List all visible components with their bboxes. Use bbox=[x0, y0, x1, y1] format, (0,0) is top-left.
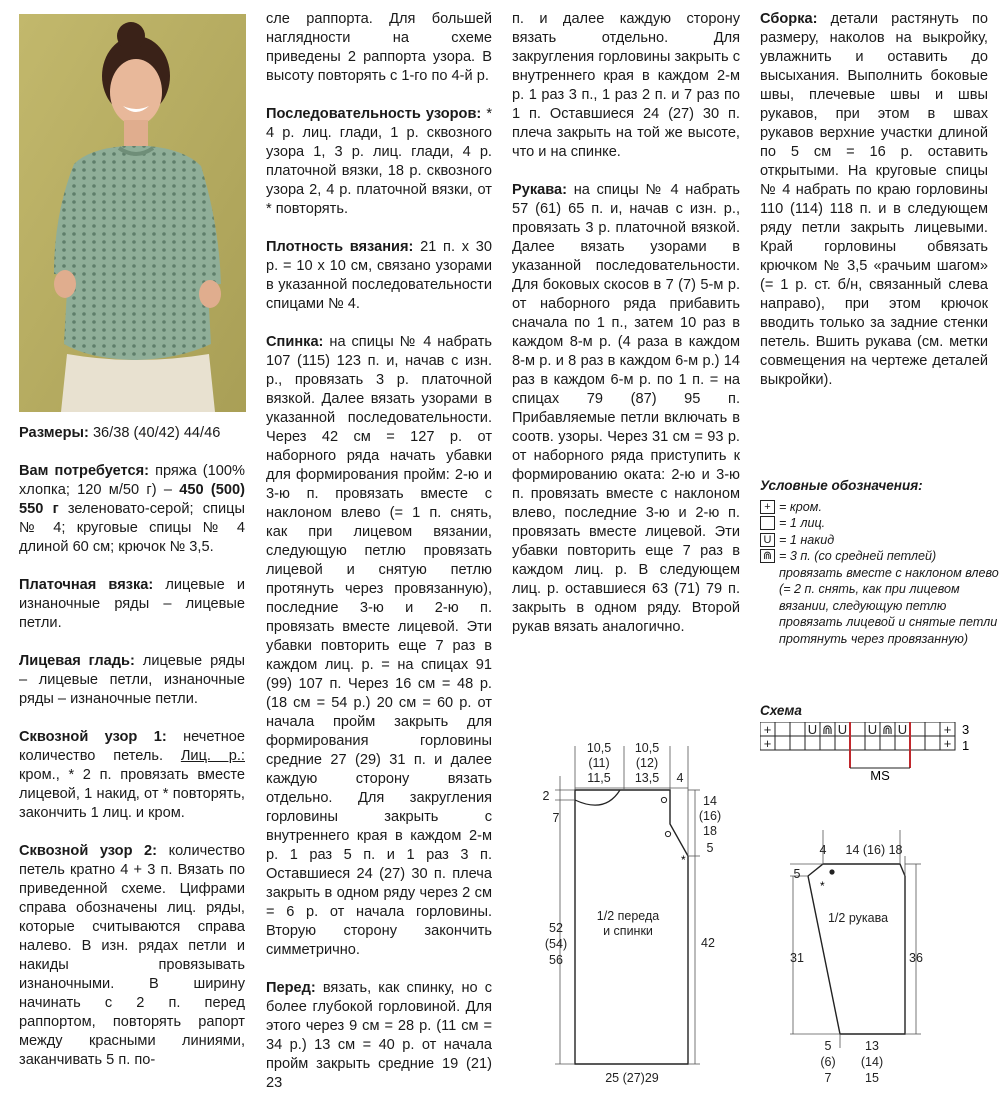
body-pattern-diagram bbox=[520, 736, 752, 1106]
yarn-over-icon: U bbox=[760, 533, 775, 547]
sleeve-dim-width: 14 (16) 18 bbox=[845, 843, 903, 857]
dim-bottom: 25 (27)29 bbox=[605, 1071, 659, 1085]
dim-height-left: 56 bbox=[549, 953, 563, 967]
garter-text: лицевые и изнаночные ряды – лицевые петли. bbox=[19, 577, 245, 631]
materials-text: пряжа (100% хлопка; 120 м/50 г) – bbox=[19, 463, 245, 498]
row-label-3: 3 bbox=[962, 722, 970, 737]
lace1-label: Сквозной узор 1: bbox=[19, 729, 167, 745]
column-1 bbox=[19, 424, 245, 1070]
model-photo bbox=[19, 14, 246, 412]
gauge-label: Плотность вязания: bbox=[266, 239, 414, 255]
legend-text: = 3 п. (со средней петлей) провязать вместе с наклоном влево (= 2 п. снять, как при лицевом вязании, следующую петлю провязать лицевой и снятые петли протянуть через провязанную) bbox=[779, 549, 999, 646]
sleeve-label: 1/2 рукава bbox=[827, 911, 889, 925]
sleeve-text: на спицы № 4 набрать 57 (61) 65 п. и, начав с изн. р., провязать 3 р. платочной вязкой. Далее вязать узорами в указанной последовательности. Для боковых скосов в 7 (7) 5-м р. от наборного ряда прибавить сначала по 1 п., затем 10 раз в каждом 8-м р. (4 раза в каждом 8-м р. и 8 раз в каждом 6-м р.) 14 раз в каждом 6-м р. по 1 п. = на спицах 79 (87) 95 п. Прибавляемые петли включать в соотв. узоры. Через 31 см = 93 р. от наборного ряда приступить к формированию оката: 2-ю и 3-ю п. провязать вместе с наклоном влево, последние 3-ю и 2-ю п. провязать вместе лицевой. Эти убавки повторить еще 7 раз в каждом лиц. р. В следующем лиц. р. оставшиеся 63 (71) 79 п. закрыть в одном ряду. Второй рукав вязать аналогично. bbox=[512, 182, 740, 635]
legend-item-knit bbox=[760, 515, 1000, 532]
front-label: Перед: bbox=[266, 980, 316, 996]
legend-title: Условные обозначения: bbox=[760, 478, 923, 493]
garter-label: Платочная вязка: bbox=[19, 577, 154, 593]
plus-symbol-icon: + bbox=[760, 500, 775, 514]
col2-continuation: сле раппорта. Для большей наглядности на схеме приведены 2 раппорта узора. В высоту повторять с 1-го по 4-й р. bbox=[266, 11, 492, 84]
dim-top-right: 10,5 bbox=[634, 741, 660, 755]
dim-top-left: 11,5 bbox=[587, 771, 611, 785]
lace1-row-label: Лиц. р.: bbox=[180, 748, 245, 764]
sleeve-dim-bottom-right: 13 bbox=[865, 1039, 879, 1053]
materials-text-2: зеленовато-серой; спицы № 4; круговые спицы № 4 длиной 60 см; крючок № 3,5. bbox=[19, 501, 245, 555]
sleeve-pattern-diagram bbox=[778, 826, 938, 1090]
dim-right-5: 5 bbox=[706, 841, 714, 855]
sleeve-dim-left-5: 5 bbox=[793, 867, 801, 881]
back-text: на спицы № 4 набрать 107 (115) 123 п. и, начав с изн. р., провязать 3 р. платочной вязкой. Далее вязать узорами в указанной последовательности. Через 42 см = 127 р. от наборного ряда начать убавки для формирования пройм: 2-ю и 3-ю п. провязать вместе с наклоном влево (= 1 п. снять, как при лицевом вязании, следующую петлю провязать лицевой и снятую петлю протянуть через провязанную), последние 3-ю и 2-ю п. провязать вместе лицевой. Эти убавки повторить еще 7 раз в каждом лиц. р. = на спицах 91 (99) 107 п. Через 16 см = 48 р. (18 см = 54 р.) 20 см = 60 р. от начала пройм закрыть для формирования горловины средние 27 (29) 31 п. и далее каждую сторону вязать отдельно. Для закругления горловины закрыть с внутреннего края в каждом 2-м р. 1 раз 5 п. и 1 раз 3 п. Оставшиеся 24 (27) 30 п. плеча закрыть в одном ряду через 2 см = 6 р. от начала горловины. Вторую сторону закончить симметрично. bbox=[266, 334, 492, 958]
stockinette-text: лицевые ряды – лицевые петли, изнаночные ряды – изнаночные петли. bbox=[19, 653, 245, 707]
sequence-text: * 4 р. лиц. глади, 1 р. сквозного узора 1, 3 р. лиц. глади, 4 р. платочной вязки, 18 р. сквозного узора 2, 4 р. платочной вязки, от * повторять. bbox=[266, 106, 492, 217]
front-text: вязать, как спинку, но с более глубокой горловиной. Для этого через 9 см = 28 р. (11 см = 34 р.) 13 см = 40 р. от начала пройм закрыть средние 19 (21) 23 bbox=[266, 980, 492, 1091]
sleeve-dim-top: 4 bbox=[819, 843, 827, 857]
stockinette-label: Лицевая гладь: bbox=[19, 653, 135, 669]
lace2-label: Сквозной узор 2: bbox=[19, 843, 158, 859]
yarn-amount: 450 (500) 550 г bbox=[19, 482, 245, 517]
lace2-text: количество петель кратно 4 + 3 п. Вязать по приведенной схеме. Цифрами справа обозначены лиц. ряды, которые считываются справа налево. В изн. рядах петли и накиды провязывать изнаночными. В ширину начинать с 2 п. перед раппортом, повторять рапорт между красными линиями, заканчивать 5 п. по- bbox=[19, 843, 245, 1068]
legend-text: = кром. bbox=[779, 499, 822, 514]
dim-top-right: (12) bbox=[635, 756, 659, 770]
chart-yarnover: U bbox=[807, 722, 818, 737]
chart-edge-symbol: + bbox=[763, 722, 772, 737]
sleeve-label: Рукава: bbox=[512, 182, 568, 198]
dim-height-right: 42 bbox=[701, 936, 715, 950]
body-label: 1/2 переда bbox=[596, 909, 660, 923]
lace1-text-2: кром., * 2 п. провязать вместе лицевой, 1 накид, от * повторять, закончить 1 лиц. и кром. bbox=[19, 767, 245, 821]
chart-title: Схема bbox=[760, 703, 802, 718]
sleeve-dim-bottom-right: (14) bbox=[860, 1055, 884, 1069]
legend-text: = 1 лиц. bbox=[779, 516, 826, 530]
chart-decrease: ⋒ bbox=[822, 722, 833, 737]
sleeve-mark: * bbox=[820, 879, 825, 893]
legend-text: = 1 накид bbox=[779, 532, 835, 547]
row-label-1: 1 bbox=[962, 738, 970, 753]
dim-armhole: (16) bbox=[698, 809, 722, 823]
assembly-text: детали растянуть по размеру, наколов на выкройку, увлажнить и оставить до высыхания. Выполнить боковые швы, плечевые швы и швы рукавов, при этом в швах рукавов верхние участки длиной по 5 см = 16 р. оставить открытыми. На круговые спицы № 4 набрать по краю горловины 110 (114) 118 п. и в следующем ряду петли закрыть лицевыми. Край горловины обвязать крючком № 3,5 «рачьим шагом» (= 1 р. ст. б/н, связанный слева направо), при этом крючок вводить только за задние стенки петель. Вшить рукава (см. метки совмещения на чертеже деталей выкройки). bbox=[760, 11, 988, 388]
column-4 bbox=[760, 10, 988, 390]
empty-square-icon bbox=[760, 516, 775, 530]
sleeve-dim-bottom-left: 5 bbox=[824, 1039, 832, 1053]
chart-decrease: ⋒ bbox=[882, 722, 893, 737]
lace1-text: нечетное количество петель. bbox=[19, 729, 245, 764]
col3-continuation: п. и далее каждую сторону вязать отдельно. Для закругления горловины закрыть с внутреннего края в каждом 2-м р. 1 раз 3 п., 1 раз 2 п. и 7 раз по 1 п. Оставшиеся 24 (27) 30 п. плеча закрыть на той же высоте, что и на спинке. bbox=[512, 11, 740, 160]
legend-item-yarnover bbox=[760, 532, 1000, 549]
legend bbox=[760, 478, 1000, 647]
column-3 bbox=[512, 10, 740, 637]
chart-yarnover: U bbox=[837, 722, 848, 737]
dim-top-small: 4 bbox=[676, 771, 684, 785]
dim-top-left: 10,5 bbox=[586, 741, 612, 755]
materials-label: Вам потребуется: bbox=[19, 463, 149, 479]
sleeve-dim-bottom-left: 7 bbox=[824, 1071, 832, 1085]
sizes-label: Размеры: bbox=[19, 425, 89, 441]
dim-left-7: 7 bbox=[552, 811, 560, 825]
ms-label: MS bbox=[870, 768, 890, 783]
legend-item-decrease bbox=[760, 548, 1000, 647]
assembly-label: Сборка: bbox=[760, 11, 818, 27]
sleeve-dim-left-31: 31 bbox=[790, 951, 804, 965]
sequence-label: Последовательность узоров: bbox=[266, 106, 482, 122]
gauge-text: 21 п. х 30 р. = 10 х 10 см, связано узорами в указанной последовательности спицами № 4. bbox=[266, 239, 492, 312]
armhole-mark: * bbox=[681, 853, 686, 867]
stitch-chart bbox=[760, 722, 980, 784]
chart-edge-symbol: + bbox=[943, 722, 952, 737]
dim-armhole: 18 bbox=[703, 824, 717, 838]
dim-top-right: 13,5 bbox=[634, 771, 660, 785]
back-label: Спинка: bbox=[266, 334, 324, 350]
dim-left-2: 2 bbox=[542, 789, 550, 803]
chart-edge-symbol: + bbox=[763, 736, 772, 751]
dim-top-left: (11) bbox=[588, 756, 610, 770]
dim-height-left: 52 bbox=[549, 921, 563, 935]
chart-yarnover: U bbox=[897, 722, 908, 737]
triple-decrease-icon: ⋒ bbox=[760, 549, 775, 563]
dim-armhole: 14 bbox=[703, 794, 717, 808]
legend-item-edge bbox=[760, 499, 1000, 516]
chart-yarnover: U bbox=[867, 722, 878, 737]
sleeve-dim-bottom-left: (6) bbox=[820, 1055, 836, 1069]
body-label: и спинки bbox=[603, 924, 653, 938]
column-2 bbox=[266, 10, 492, 1093]
sizes-value: 36/38 (40/42) 44/46 bbox=[88, 425, 221, 441]
dim-height-left: (54) bbox=[544, 937, 568, 951]
sleeve-dim-right-36: 36 bbox=[909, 951, 923, 965]
sleeve-dim-bottom-right: 15 bbox=[865, 1071, 879, 1085]
chart-edge-symbol: + bbox=[943, 736, 952, 751]
